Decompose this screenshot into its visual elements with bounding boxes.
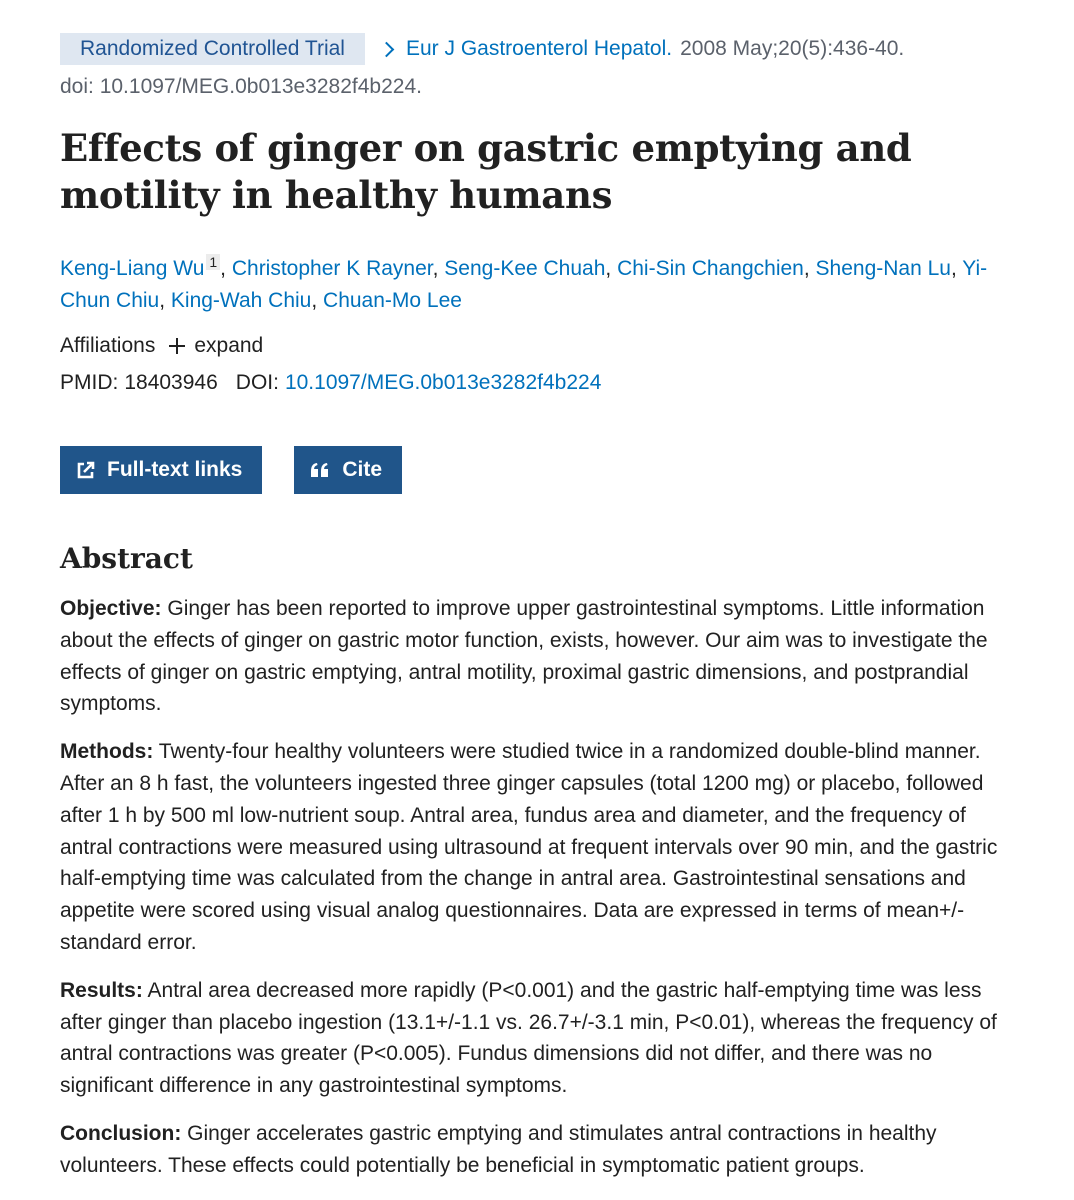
- author-link[interactable]: Chi-Sin Changchien: [617, 257, 804, 280]
- chevron-right-icon: [379, 41, 395, 57]
- doi-citation-line: doi: 10.1097/MEG.0b013e3282f4b224.: [60, 75, 422, 98]
- abstract-heading: Abstract: [60, 542, 193, 575]
- methods-text: Twenty-four healthy volunteers were studied twice in a randomized double-blind manner. After an 8 h fast, the volunteers ingested three ginger capsules (total 1200 mg) or placebo, followed after 1 h by 500 ml low-nutrient soup. Antral area, fundus area and diameter, and the frequency of antral contractions were measured using ultrasound at frequent intervals over 90 min, and the gastric half-emptying time was calculated from the change in antral area. Gastrointestinal sensations and appetite were scored using visual analog questionnaires. Data are expressed in terms of mean+/-standard error.: [60, 740, 998, 954]
- author-link[interactable]: Keng-Liang Wu: [60, 257, 205, 280]
- article-type-badge[interactable]: Randomized Controlled Trial: [60, 33, 365, 65]
- article-page: [60, 33, 1020, 1182]
- results-label: Results:: [60, 978, 143, 1002]
- objective-text: Ginger has been reported to improve upper gastrointestinal symptoms. Little information about the effects of ginger on gastric motor function, exists, however. Our aim was to investigate the effects of ginger on gastric emptying, antral motility, proximal gastric dimensions, and postprandial symptoms.: [60, 597, 988, 716]
- results-text: Antral area decreased more rapidly (P<0.001) and the gastric half-emptying time was less after ginger than placebo ingestion (13.1+/-1.1 vs. 26.7+/-3.1 min, P<0.01), whereas the frequency of antral contractions was greater (P<0.005). Fundus dimensions did not differ, and there was no significant difference in any gastrointestinal symptoms.: [60, 978, 997, 1098]
- article-title: Effects of ginger on gastric emptying and motility in healthy humans: [60, 126, 912, 217]
- affiliations-label: Affiliations: [60, 334, 156, 357]
- full-text-links-label: Full-text links: [107, 458, 243, 481]
- objective-label: Objective:: [60, 597, 162, 620]
- pmid-value: 18403946: [124, 371, 218, 394]
- author-list: Keng-Liang Wu $^1$ , Christopher K Rayner, Seng-Kee Chuah, Chi-Sin Changchien, Sheng-Nan Lu, Yi-Chun Chiu, King-Wah Chiu, Chuan-Mo Lee: [60, 254, 988, 312]
- article-identifiers: [60, 371, 1020, 395]
- article-meta: [60, 33, 1020, 65]
- citation-details: 2008 May;20(5):436-40.: [680, 37, 905, 60]
- plus-icon: [169, 338, 185, 354]
- cite-label: Cite: [342, 458, 383, 481]
- author-link[interactable]: King-Wah Chiu: [170, 289, 312, 312]
- pmid-label: PMID:: [60, 371, 119, 394]
- quote-icon: [310, 462, 330, 478]
- doi-link[interactable]: 10.1097/MEG.0b013e3282f4b224: [284, 371, 602, 394]
- abstract-results: [60, 975, 1020, 1102]
- author-link[interactable]: Sheng-Nan Lu: [815, 257, 951, 280]
- abstract-objective: [60, 593, 1020, 720]
- author-link[interactable]: Seng-Kee Chuah: [444, 257, 606, 280]
- affiliation-ref[interactable]: 1: [206, 254, 220, 270]
- affiliations-toggle[interactable]: [60, 334, 1020, 358]
- author-link[interactable]: Chuan-Mo Lee: [323, 289, 462, 312]
- methods-label: Methods:: [60, 740, 154, 764]
- cite-button[interactable]: [294, 446, 402, 494]
- journal-link[interactable]: Eur J Gastroenterol Hepatol.: [405, 37, 673, 60]
- action-buttons: [60, 446, 1020, 494]
- doi-label: DOI:: [235, 371, 279, 394]
- conclusion-label: Conclusion:: [60, 1121, 182, 1145]
- full-text-links-button[interactable]: [60, 446, 262, 494]
- author-link[interactable]: Yi-Chun Chiu: [60, 257, 988, 312]
- abstract-body: [60, 593, 1020, 1182]
- abstract-methods: [60, 736, 1020, 959]
- conclusion-text: Ginger accelerates gastric emptying and stimulates antral contractions in healthy volunteers. These effects could potentially be beneficial in symptomatic patient groups.: [60, 1121, 937, 1177]
- expand-label[interactable]: expand: [194, 334, 264, 357]
- external-link-icon: [76, 461, 95, 480]
- abstract-conclusion: [60, 1118, 1020, 1182]
- author-link[interactable]: Christopher K Rayner: [231, 257, 433, 280]
